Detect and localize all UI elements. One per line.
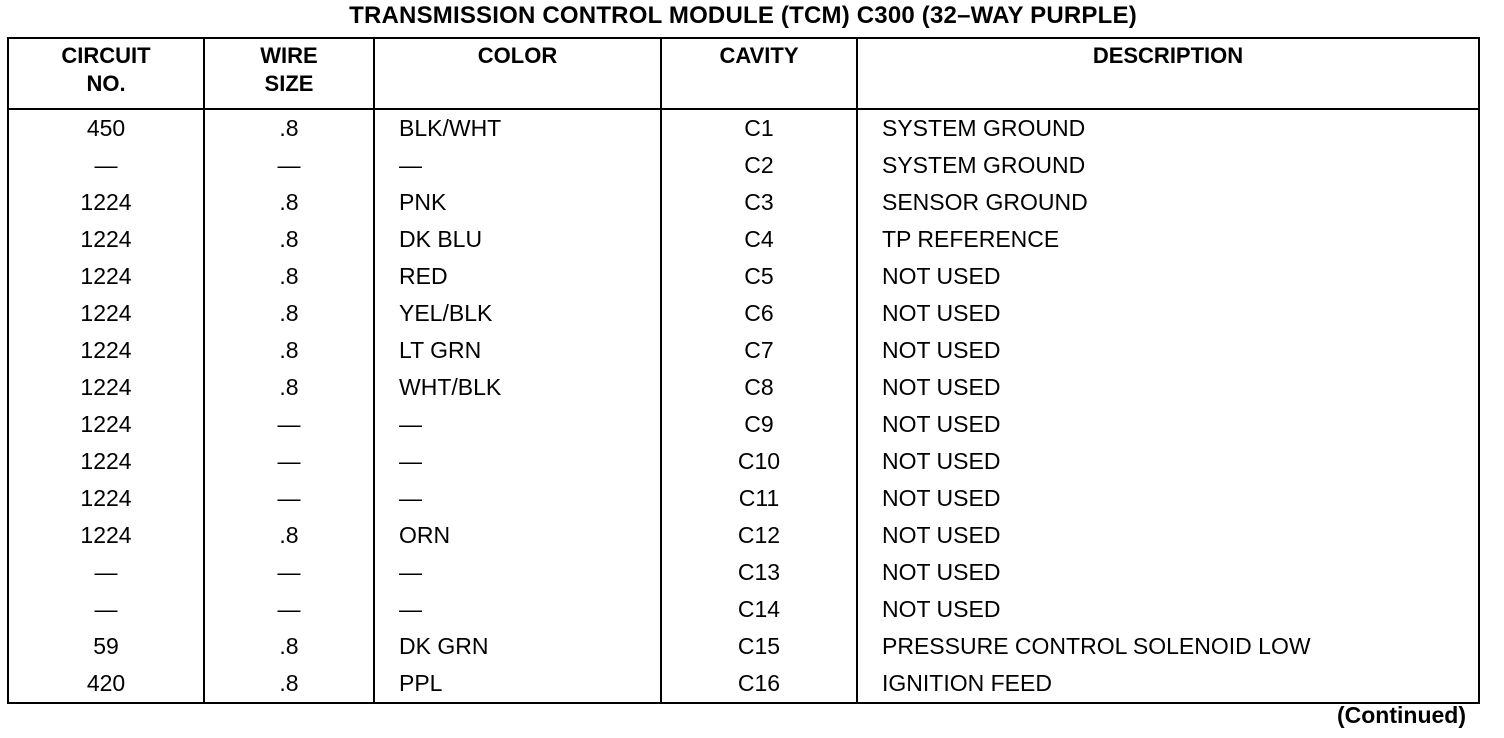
cell-cavity: C6 — [661, 295, 857, 332]
table-row — [8, 554, 1479, 591]
cell-cavity: C10 — [661, 443, 857, 480]
cell-color: YEL/BLK — [374, 295, 661, 332]
cell-circuit-no: — — [8, 147, 204, 184]
cell-cavity: C7 — [661, 332, 857, 369]
cell-color: ORN — [374, 517, 661, 554]
cell-color: PNK — [374, 184, 661, 221]
cell-circuit-no: 1224 — [8, 184, 204, 221]
cell-color: PPL — [374, 665, 661, 703]
cell-cavity: C8 — [661, 369, 857, 406]
table-row — [8, 369, 1479, 406]
cell-description: NOT USED — [857, 369, 1479, 406]
header-circuit-no — [8, 38, 204, 109]
cell-cavity: C2 — [661, 147, 857, 184]
header-circuit-line1: CIRCUIT — [61, 43, 151, 68]
table-row — [8, 443, 1479, 480]
table-row — [8, 258, 1479, 295]
cell-description: NOT USED — [857, 295, 1479, 332]
cell-description: IGNITION FEED — [857, 665, 1479, 703]
cell-description: SYSTEM GROUND — [857, 109, 1479, 147]
header-row — [8, 38, 1479, 109]
cell-cavity: C14 — [661, 591, 857, 628]
cell-circuit-no: — — [8, 591, 204, 628]
cell-description: SENSOR GROUND — [857, 184, 1479, 221]
cell-circuit-no: 1224 — [8, 480, 204, 517]
cell-circuit-no: 1224 — [8, 258, 204, 295]
table-row — [8, 332, 1479, 369]
table-header — [8, 38, 1479, 109]
cell-description: NOT USED — [857, 480, 1479, 517]
cell-cavity: C5 — [661, 258, 857, 295]
cell-color: — — [374, 147, 661, 184]
cell-wire-size: .8 — [204, 109, 374, 147]
cell-description: NOT USED — [857, 443, 1479, 480]
cell-circuit-no: 1224 — [8, 443, 204, 480]
cell-wire-size: .8 — [204, 221, 374, 258]
cell-wire-size: — — [204, 591, 374, 628]
cell-color: RED — [374, 258, 661, 295]
cell-circuit-no: 1224 — [8, 332, 204, 369]
cell-circuit-no: 1224 — [8, 406, 204, 443]
table-row — [8, 221, 1479, 258]
cell-color: DK GRN — [374, 628, 661, 665]
cell-circuit-no: 1224 — [8, 517, 204, 554]
cell-wire-size: — — [204, 406, 374, 443]
cell-circuit-no: 450 — [8, 109, 204, 147]
cell-description: TP REFERENCE — [857, 221, 1479, 258]
table-row — [8, 591, 1479, 628]
header-cavity: CAVITY — [661, 38, 857, 109]
header-description: DESCRIPTION — [857, 38, 1479, 109]
cell-wire-size: .8 — [204, 665, 374, 703]
cell-cavity: C9 — [661, 406, 857, 443]
cell-circuit-no: — — [8, 554, 204, 591]
cell-cavity: C4 — [661, 221, 857, 258]
table-row — [8, 406, 1479, 443]
cell-description: NOT USED — [857, 332, 1479, 369]
cell-circuit-no: 1224 — [8, 295, 204, 332]
cell-cavity: C3 — [661, 184, 857, 221]
header-wire-line1: WIRE — [260, 43, 318, 68]
cell-wire-size: — — [204, 443, 374, 480]
cell-description: NOT USED — [857, 554, 1479, 591]
cell-cavity: C11 — [661, 480, 857, 517]
cell-description: SYSTEM GROUND — [857, 147, 1479, 184]
cell-description: PRESSURE CONTROL SOLENOID LOW — [857, 628, 1479, 665]
table-body — [8, 109, 1479, 703]
table-row — [8, 628, 1479, 665]
cell-wire-size: — — [204, 554, 374, 591]
cell-cavity: C16 — [661, 665, 857, 703]
cell-circuit-no: 59 — [8, 628, 204, 665]
cell-wire-size: .8 — [204, 517, 374, 554]
cell-color: — — [374, 406, 661, 443]
table-row — [8, 147, 1479, 184]
cell-color: — — [374, 443, 661, 480]
table-row — [8, 295, 1479, 332]
cell-wire-size: .8 — [204, 295, 374, 332]
cell-wire-size: — — [204, 480, 374, 517]
header-wire-line2: SIZE — [264, 71, 314, 96]
cell-color: — — [374, 480, 661, 517]
cell-color: BLK/WHT — [374, 109, 661, 147]
table-row — [8, 184, 1479, 221]
connector-pinout-table — [7, 37, 1480, 704]
cell-circuit-no: 1224 — [8, 369, 204, 406]
cell-color: — — [374, 591, 661, 628]
header-circuit-line2: NO. — [86, 71, 126, 96]
cell-color: LT GRN — [374, 332, 661, 369]
table-row — [8, 480, 1479, 517]
header-color: COLOR — [374, 38, 661, 109]
table-row — [8, 665, 1479, 703]
header-wire-size — [204, 38, 374, 109]
continued-note: (Continued) — [1336, 702, 1466, 728]
page-title: TRANSMISSION CONTROL MODULE (TCM) C300 (32–WAY PURPLE) — [349, 2, 1137, 29]
cell-description: NOT USED — [857, 517, 1479, 554]
cell-circuit-no: 420 — [8, 665, 204, 703]
cell-wire-size: .8 — [204, 184, 374, 221]
cell-cavity: C1 — [661, 109, 857, 147]
cell-description: NOT USED — [857, 591, 1479, 628]
cell-color: — — [374, 554, 661, 591]
cell-wire-size: — — [204, 147, 374, 184]
cell-circuit-no: 1224 — [8, 221, 204, 258]
cell-description: NOT USED — [857, 406, 1479, 443]
table-row — [8, 109, 1479, 147]
cell-cavity: C12 — [661, 517, 857, 554]
cell-wire-size: .8 — [204, 258, 374, 295]
cell-color: WHT/BLK — [374, 369, 661, 406]
cell-cavity: C15 — [661, 628, 857, 665]
cell-wire-size: .8 — [204, 332, 374, 369]
cell-color: DK BLU — [374, 221, 661, 258]
cell-wire-size: .8 — [204, 369, 374, 406]
cell-description: NOT USED — [857, 258, 1479, 295]
table-row — [8, 517, 1479, 554]
cell-cavity: C13 — [661, 554, 857, 591]
cell-wire-size: .8 — [204, 628, 374, 665]
